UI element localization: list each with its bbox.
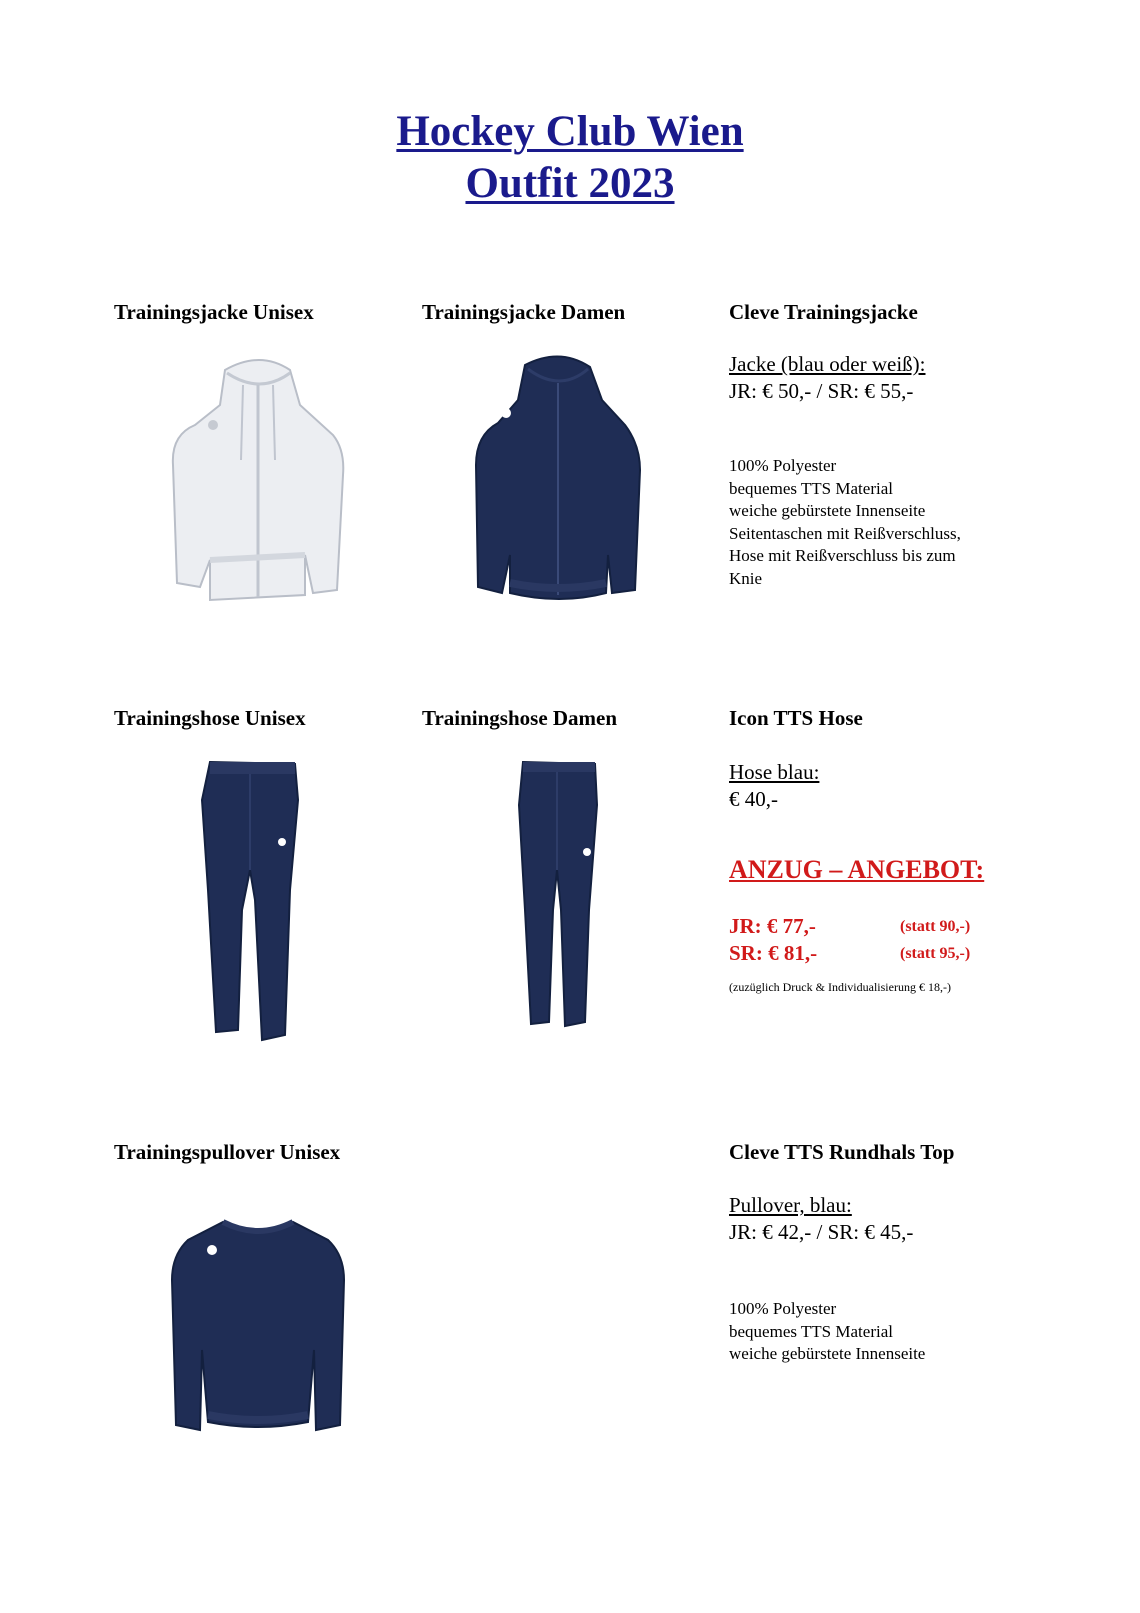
heading-icon-tts-hose: Icon TTS Hose <box>729 706 863 730</box>
offer-jr-price: JR: € 77,- <box>729 914 816 938</box>
navy-jacket-image <box>470 355 645 610</box>
pullover-price: JR: € 42,- / SR: € 45,- <box>729 1220 914 1244</box>
feature-line: Seitentaschen mit Reißverschluss, <box>729 523 961 543</box>
pants-price: € 40,- <box>729 787 778 811</box>
feature-line: weiche gebürstete Innenseite <box>729 501 926 520</box>
jacket-features <box>729 455 961 590</box>
page-title-line2: Outfit 2023 <box>465 160 675 207</box>
heading-cleve-trainingsjacke: Cleve Trainingsjacke <box>729 300 918 324</box>
navy-pants-unisex-image <box>200 760 305 1045</box>
offer-jr-old-price: (statt 90,-) <box>900 918 971 935</box>
feature-line: bequemes TTS Material <box>729 1321 893 1341</box>
navy-pullover-image <box>168 1210 348 1440</box>
offer-note: (zuzüglich Druck & Individualisierung € 18,-) <box>729 980 951 994</box>
heading-trainingsjacke-unisex: Trainingsjacke Unisex <box>114 300 314 324</box>
white-jacket-image <box>165 355 350 600</box>
feature-line: Knie <box>729 568 763 588</box>
heading-trainingsjacke-damen: Trainingsjacke Damen <box>422 300 626 324</box>
jacket-product-subtitle: Jacke (blau oder weiß): <box>729 352 926 376</box>
pullover-features <box>729 1298 925 1366</box>
feature-line: 100% Polyester <box>729 456 837 475</box>
pullover-product-subtitle: Pullover, blau: <box>729 1193 852 1217</box>
heading-trainingshose-damen: Trainingshose Damen <box>422 706 618 730</box>
heading-trainingshose-unisex: Trainingshose Unisex <box>114 706 306 730</box>
offer-sr-price: SR: € 81,- <box>729 941 818 965</box>
jacket-price: JR: € 50,- / SR: € 55,- <box>729 379 914 403</box>
navy-pants-damen-image <box>517 760 602 1030</box>
offer-title: ANZUG – ANGEBOT: <box>729 855 985 884</box>
heading-trainingspullover-unisex: Trainingspullover Unisex <box>114 1140 341 1164</box>
feature-line: bequemes TTS Material <box>729 478 893 498</box>
page-title-line1: Hockey Club Wien <box>396 108 744 155</box>
feature-line: weiche gebürstete Innenseite <box>729 1344 926 1363</box>
feature-line: Hose mit Reißverschluss bis zum <box>729 546 956 565</box>
heading-cleve-tts-rundhals-top: Cleve TTS Rundhals Top <box>729 1140 955 1164</box>
feature-line: 100% Polyester <box>729 1299 837 1318</box>
offer-sr-old-price: (statt 95,-) <box>900 945 971 962</box>
pants-product-subtitle: Hose blau: <box>729 760 820 784</box>
